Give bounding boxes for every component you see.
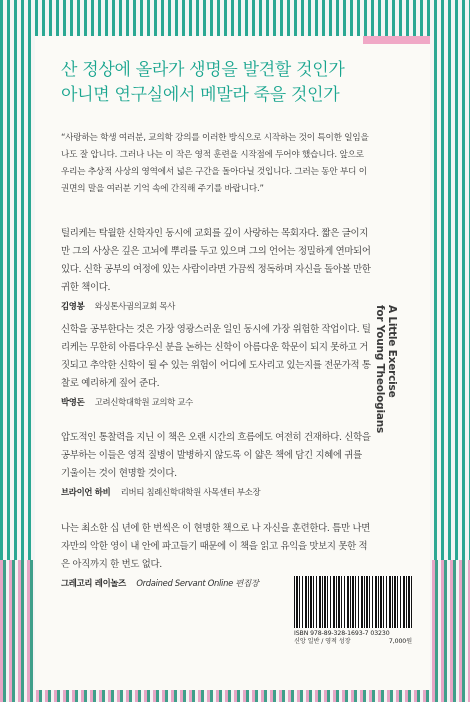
endorser-name: 그레고리 레이놀즈 [61, 578, 126, 588]
isbn-info [294, 630, 412, 646]
endorser-name: 박영돈 [61, 397, 85, 407]
endorsement-text: 틸리케는 탁월한 신학자인 동시에 교회를 깊이 사랑하는 목회자다. 짧은 글이지만 그의 사상은 깊은 고뇌에 뿌리를 두고 있으며 그의 언어는 정밀하게 연마되어 있다. 신학 공부의 여정에 있는 사람이라면 가끔씩 정독하며 자신을 돌아볼 만한 귀한 책이다. [61, 228, 371, 293]
endorser-role: 와싱톤사귐의교회 목사 [94, 301, 176, 311]
headline-line-2: 아니면 연구실에서 메말라 죽을 것인가 [61, 85, 340, 105]
endorsement-attribution [61, 393, 373, 411]
endorsement-3 [61, 429, 373, 501]
endorsement-text: 압도적인 통찰력을 지닌 이 책은 오랜 시간의 흐름에도 여전히 건재하다. 신학을 공부하는 이들은 영적 질병이 발병하지 않도록 이 얇은 책에 담긴 지혜에 귀를 기울이는 것이 현명할 것이다. [61, 432, 371, 479]
book-price: 7,000원 [388, 638, 412, 645]
book-category: 신앙 일반 / 영적 성장 [294, 638, 351, 645]
intro-quote: “사랑하는 학생 여러분, 교의학 강의를 이러한 방식으로 시작하는 것이 특이한 일임을 나도 잘 압니다. 그러나 나는 이 작은 영적 훈련을 시작점에 두어야 했습니다. 앞으로 우리는 추상적 사상의 영역에서 넓은 구간을 돌아다닐 것입니다. 그러는 동안 부디 이 권면의 말을 여러분 기억 속에 간직해 주기를 바랍니다.” [61, 133, 369, 194]
endorsement-2 [61, 321, 373, 411]
english-title-line-2: for Young Theologians [374, 305, 386, 434]
english-title-line-1: A Little Exercise [386, 305, 398, 398]
endorsement-attribution [61, 483, 373, 501]
endorser-name: 브라이언 하비 [61, 487, 111, 497]
pink-accent-tab [363, 36, 430, 44]
endorsement-1 [61, 225, 373, 315]
endorser-role: 리버티 침례신학대학원 사목센터 부소장 [120, 487, 261, 497]
endorsement-text: 나는 최소한 십 년에 한 번씩은 이 현명한 책으로 나 자신을 훈련한다. 틈만 나면 자만의 악한 영이 내 안에 파고들기 때문에 이 책을 읽고 유익을 맛보지 못한 적은 아직까지 한 번도 없다. [61, 523, 370, 570]
endorser-role: Ordained Servant Online 편집장 [136, 578, 259, 588]
isbn-number: ISBN 978-89-328-1693-7 03230 [294, 630, 390, 637]
headline [61, 58, 361, 108]
isbn-barcode [294, 576, 412, 660]
endorsement-text: 신학을 공부한다는 것은 가장 영광스러운 일인 동시에 가장 위험한 작업이다. 틸리케는 무한히 아름다우신 분을 논하는 신학이 아름다운 학문이 되지 못하고 거짓되고 추악한 신학이 될 수 있는 위험이 어디에 도사리고 있는지를 전문가적 통찰로 예리하게 짚어 준다. [61, 324, 371, 389]
headline-line-1: 산 정상에 올라가 생명을 발견할 것인가 [61, 60, 345, 80]
endorser-name: 김영봉 [61, 301, 85, 311]
endorsement-attribution [61, 297, 373, 315]
endorser-role: 고려신학대학원 교의학 교수 [94, 397, 193, 407]
barcode-bars [294, 576, 412, 628]
vertical-english-title [374, 305, 398, 455]
